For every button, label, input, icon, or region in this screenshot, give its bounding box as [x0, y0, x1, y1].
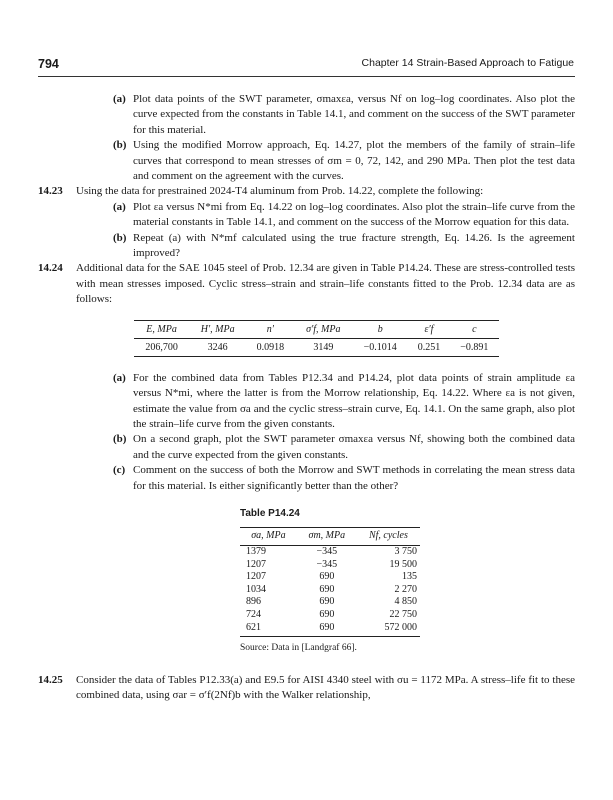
cell: 22 750: [389, 608, 417, 620]
part-label: (b): [113, 139, 127, 152]
part-text: Repeat (a) with N*mf calculated using the true fracture strength, Eq. 14.26. Is the agreement improved?: [133, 231, 575, 260]
problem-text: Consider the data of Tables P12.33(a) and E9.5 for AISI 4340 steel with σu = 1172 MPa. A stress–life fit to these combined data, using σar = σ′f(2Nf)b with the Walker relationship,: [76, 673, 575, 701]
problem-14-25: [0, 673, 613, 704]
cell: 690: [319, 596, 335, 608]
page-body: [0, 92, 613, 703]
problem-14-23-part-b: [0, 231, 613, 262]
page-number: 794: [38, 57, 59, 71]
cell: 572 000: [357, 622, 420, 637]
problem-14-24: [0, 261, 613, 307]
part-text: On a second graph, plot the SWT parameter σmaxεa versus Nf, showing both the combined data and the curve expected from the given constants.: [133, 433, 575, 461]
cell: 690: [319, 608, 335, 620]
problem-text: Additional data for the SAE 1045 steel of Prob. 12.34 are given in Table P14.24. These are stress-controlled tests with mean stresses imposed. Cyclic stress–strain and strain–life constants fitted to the Prob. 12.34 data are as follows:: [76, 262, 575, 306]
cell: 621: [240, 622, 297, 637]
cell: 0.0918: [246, 338, 294, 356]
problem-14-23-part-a: [0, 200, 613, 231]
cell: −345: [316, 558, 338, 570]
table-p14-24: [240, 506, 417, 657]
cell: 3246: [189, 338, 246, 356]
part-label: (a): [113, 200, 126, 213]
table-row: [240, 596, 420, 609]
part-label: (c): [113, 464, 126, 477]
cell: 724: [246, 608, 261, 620]
problem-number: 14.24: [38, 262, 63, 275]
table-caption: Table P14.24: [240, 507, 300, 519]
table-row: [240, 545, 420, 558]
col-header: Nf, cycles: [357, 528, 420, 546]
table-row: [240, 559, 420, 572]
col-header: n′: [246, 320, 294, 338]
problem-14-22-part-b: [0, 138, 613, 184]
col-header: σm, MPa: [297, 528, 357, 546]
cell: 896: [246, 596, 261, 608]
cell: 19 500: [389, 558, 417, 570]
col-header: b: [352, 320, 408, 338]
col-header: σ′f, MPa: [295, 320, 353, 338]
cell: 0.251: [408, 338, 450, 356]
part-text: Comment on the success of both the Morrow and SWT methods in correlating the mean stress data for this material. Is either significantly better than the other?: [133, 464, 575, 492]
col-header: c: [450, 320, 499, 338]
problem-14-24-part-a: [0, 371, 613, 433]
problem-number: 14.25: [38, 673, 63, 686]
table-row: [240, 584, 420, 597]
part-label: (a): [113, 371, 126, 384]
part-text: Plot εa versus N*mi from Eq. 14.22 on log–log coordinates. Also plot the strain–life curve from the material constants in Table 14.1, and comment on the success of the Morrow equation for this data.: [133, 200, 575, 229]
cell: 1034: [246, 583, 266, 595]
part-text: Plot data points of the SWT parameter, σmaxεa, versus Nf on log–log coordinates. Also plot the curve expected from the constants in Table 14.1, and comment on the success of the SWT parameter for this material.: [133, 93, 575, 136]
part-text: Using the modified Morrow approach, Eq. 14.27, plot the members of the family of strain–life curves that correspond to mean stresses of σm = 0, 72, 142, and 290 MPa. Then plot the test data and comment on the agreement with the curves.: [133, 139, 575, 183]
cell: 3149: [295, 338, 353, 356]
col-header: ε′f: [408, 320, 450, 338]
cell: 4 850: [394, 596, 417, 608]
chapter-title: Chapter 14 Strain-Based Approach to Fatigue: [361, 57, 574, 69]
col-header: σa, MPa: [240, 528, 297, 546]
table-source: Source: Data in [Landgraf 66].: [240, 643, 357, 654]
cell: 1207: [246, 558, 266, 570]
problem-14-24-part-b: [0, 432, 613, 463]
cell: 690: [319, 571, 335, 583]
problem-text: Using the data for prestrained 2024-T4 aluminum from Prob. 14.22, complete the following:: [76, 185, 484, 198]
header-rule: [38, 76, 575, 77]
problem-number: 14.23: [38, 185, 63, 198]
table-row: [134, 338, 499, 356]
table-row: [240, 571, 420, 584]
problem-14-24-part-c: [0, 463, 613, 494]
table-row: [240, 622, 420, 637]
cell: 3 750: [394, 545, 417, 557]
cell: 2 270: [394, 583, 417, 595]
table-row: [240, 609, 420, 622]
cell: 206,700: [134, 338, 189, 356]
table-p14-24-grid: [240, 527, 420, 637]
col-header: E, MPa: [134, 320, 189, 338]
cell: 135: [402, 571, 417, 583]
col-header: H′, MPa: [189, 320, 246, 338]
cell: 690: [319, 583, 335, 595]
part-label: (a): [113, 93, 126, 105]
cell: 1207: [246, 571, 266, 583]
problem-14-23: [0, 184, 613, 199]
cell: −345: [316, 545, 338, 557]
part-label: (b): [113, 433, 127, 446]
part-label: (b): [113, 231, 127, 244]
constants-table: [134, 320, 499, 357]
problem-14-22-part-a: [0, 92, 613, 138]
part-text: For the combined data from Tables P12.34 and P14.24, plot data points of strain amplitude εa versus N*mi, where the latter is from the Morrow relationship, Eq. 14.22. Where εa is not given, estimate the value from σa and the cyclic stress–strain curve, Eq. 14.1. On the same graph, also plot the strain–life curve from the given constants.: [133, 371, 575, 430]
cell: 1379: [246, 545, 266, 557]
cell: −0.891: [450, 338, 499, 356]
cell: −0.1014: [352, 338, 408, 356]
cell: 690: [297, 622, 357, 637]
